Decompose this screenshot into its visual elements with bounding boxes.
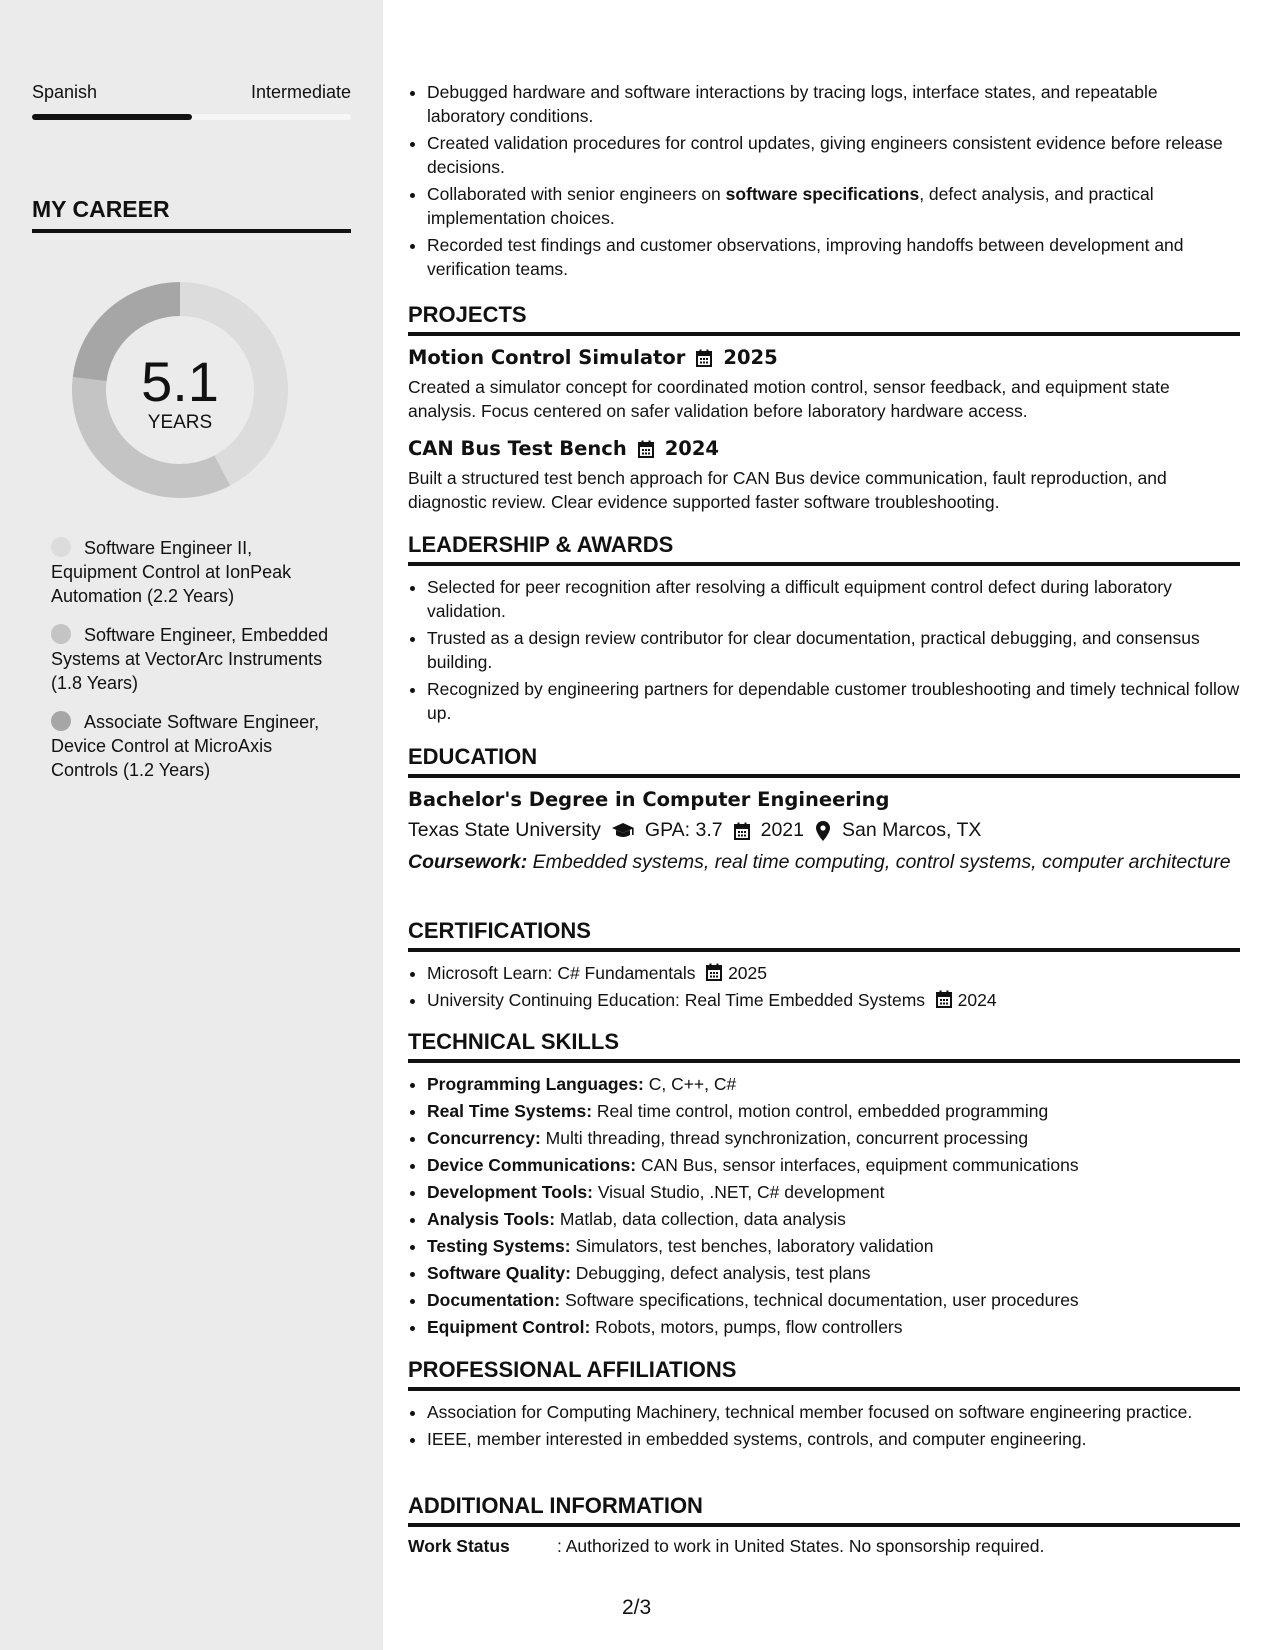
section-title: TECHNICAL SKILLS [408, 1029, 1240, 1063]
certifications-section [408, 918, 1240, 1015]
experience-continued [408, 80, 1240, 284]
work-status-value: : Authorized to work in United States. No sponsorship required. [557, 1536, 1045, 1556]
career-heading: MY CAREER [32, 196, 351, 233]
calendar-icon [637, 440, 655, 458]
project-title: CAN Bus Test Bench 2024 [408, 437, 719, 460]
projects-section [408, 302, 1240, 514]
career-donut-chart [60, 270, 300, 510]
skill-item: • Software Quality: Debugging, defect analysis, test plans [427, 1261, 1240, 1285]
graduation-year: 2021 [760, 819, 804, 841]
leadership-bullet: • Selected for peer recognition after resolving a difficult equipment control defect during laboratory validation. [427, 575, 1240, 623]
skill-item: • Equipment Control: Robots, motors, pumps, flow controllers [427, 1315, 1240, 1339]
career-item-label: Software Engineer, Embedded Systems at VectorArc Instruments (1.8 Years) [51, 625, 329, 693]
career-total-value: 5.1 [141, 350, 219, 413]
career-item [51, 623, 341, 695]
leadership-bullet: • Trusted as a design review contributor for clear documentation, practical debugging, and consensus building. [427, 626, 1240, 674]
leadership-section [408, 532, 1240, 728]
language-proficiency-fill [32, 114, 192, 120]
project-description: Created a simulator concept for coordinated motion control, sensor feedback, and equipment state analysis. Focus centered on safer validation before laboratory hardware access. [408, 377, 1170, 421]
calendar-icon [935, 990, 953, 1008]
language-level: Intermediate [250, 82, 351, 102]
calendar-icon [695, 349, 713, 367]
gpa: GPA: 3.7 [644, 819, 723, 841]
section-title: ADDITIONAL INFORMATION [408, 1493, 1240, 1527]
section-title: PROJECTS [408, 302, 1240, 336]
affiliations-section [408, 1357, 1240, 1454]
skill-item: • Testing Systems: Simulators, test benches, laboratory validation [427, 1234, 1240, 1258]
coursework: Coursework: Embedded systems, real time computing, control systems, computer architecture [408, 851, 1231, 873]
language-name: Spanish [32, 82, 98, 102]
affiliation-item: • IEEE, member interested in embedded systems, controls, and computer engineering. [427, 1427, 1240, 1451]
legend-dot [51, 537, 71, 557]
school-location: San Marcos, TX [841, 819, 982, 841]
calendar-icon [733, 822, 751, 840]
career-item [51, 536, 341, 608]
education-section [408, 744, 1240, 875]
school-name: Texas State University [408, 819, 601, 841]
career-item-label: Associate Software Engineer, Device Control at MicroAxis Controls (1.2 Years) [51, 712, 320, 780]
section-title: PROFESSIONAL AFFILIATIONS [408, 1357, 1240, 1391]
experience-bullet: • Debugged hardware and software interactions by tracing logs, interface states, and repeatable laboratory conditions. [427, 80, 1240, 128]
career-total-unit: YEARS [147, 412, 213, 433]
skill-item: • Concurrency: Multi threading, thread synchronization, concurrent processing [427, 1126, 1240, 1150]
language-row [32, 82, 351, 103]
experience-bullet: • Collaborated with senior engineers on software specifications, defect analysis, and practical implementation choices. [427, 182, 1240, 230]
project-title: Motion Control Simulator 2025 [408, 346, 778, 369]
degree-title: Bachelor's Degree in Computer Engineering [408, 788, 890, 811]
calendar-icon [705, 963, 723, 981]
skill-item: • Device Communications: CAN Bus, sensor interfaces, equipment communications [427, 1153, 1240, 1177]
legend-dot [51, 711, 71, 731]
experience-bullet: • Created validation procedures for control updates, giving engineers consistent evidence before release decisions. [427, 131, 1240, 179]
education-details [408, 819, 1240, 842]
certification-item: • University Continuing Education: Real Time Embedded Systems 2024 [427, 988, 1240, 1012]
skill-item: • Programming Languages: C, C++, C# [427, 1072, 1240, 1096]
work-status-label: Work Status [408, 1536, 510, 1556]
skill-item: • Development Tools: Visual Studio, .NET, C# development [427, 1180, 1240, 1204]
skill-item: • Analysis Tools: Matlab, data collection, data analysis [427, 1207, 1240, 1231]
certification-item: • Microsoft Learn: C# Fundamentals 2025 [427, 961, 1240, 985]
page-number: 2/3 [622, 1596, 652, 1619]
graduation-cap-icon [611, 822, 635, 840]
leadership-bullet: • Recognized by engineering partners for dependable customer troubleshooting and timely technical follow up. [427, 677, 1240, 725]
sidebar [0, 0, 383, 1650]
map-pin-icon [814, 822, 832, 840]
section-title: CERTIFICATIONS [408, 918, 1240, 952]
career-item-label: Software Engineer II, Equipment Control at IonPeak Automation (2.2 Years) [51, 538, 292, 606]
language-proficiency-bar [32, 114, 351, 120]
project-description: Built a structured test bench approach for CAN Bus device communication, fault reproduction, and diagnostic review. Clear evidence supported faster software troubleshooting. [408, 468, 1167, 512]
career-item [51, 710, 341, 782]
affiliation-item: • Association for Computing Machinery, technical member focused on software engineering practice. [427, 1400, 1240, 1424]
legend-dot [51, 624, 71, 644]
skill-item: • Documentation: Software specifications, technical documentation, user procedures [427, 1288, 1240, 1312]
additional-info-section [408, 1493, 1240, 1557]
skill-item: • Real Time Systems: Real time control, motion control, embedded programming [427, 1099, 1240, 1123]
section-title: EDUCATION [408, 744, 1240, 778]
experience-bullet: • Recorded test findings and customer observations, improving handoffs between development and verification teams. [427, 233, 1240, 281]
skills-section [408, 1029, 1240, 1342]
work-status-row [408, 1536, 1240, 1557]
section-title: LEADERSHIP & AWARDS [408, 532, 1240, 566]
